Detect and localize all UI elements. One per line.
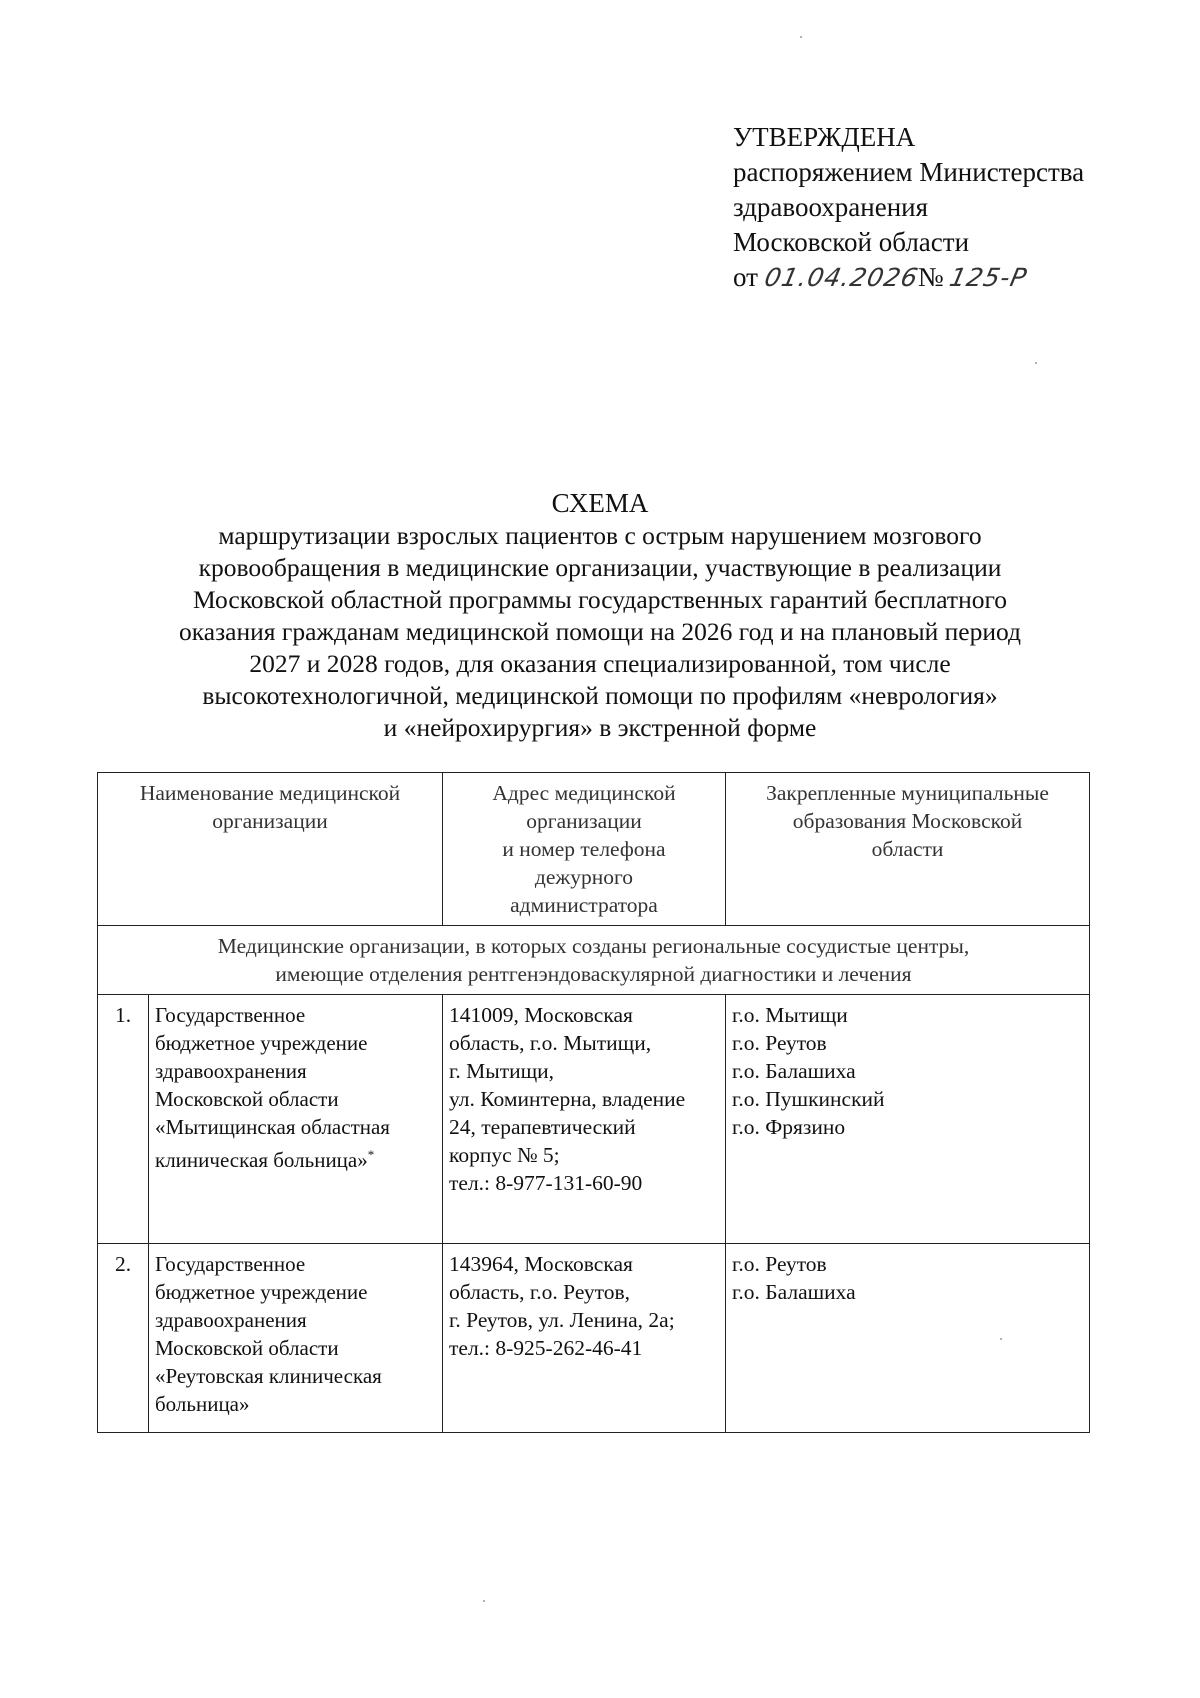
table-row [98,1244,1090,1433]
section-row [98,926,1090,995]
subtitle-line: маршрутизации взрослых пациентов с острым нарушением мозгового [218,521,982,550]
document-heading [100,486,1100,744]
document-title: СХЕМА [551,488,649,518]
approval-stamp [733,120,1084,295]
header-districts: Закрепленные муниципальные образования Московской области [726,773,1090,926]
header-address: Адрес медицинской организации и номер телефона дежурного администратора [443,773,726,926]
table-row [98,995,1090,1244]
org-name: Государственное бюджетное учреждение здравоохранения Московской области «Реутовская клиническая больница» [149,1244,443,1433]
handwritten-date: 01.04.2026 [761,263,921,292]
header-name: Наименование медицинской организации [98,773,443,926]
assigned-districts: г.о. Реутов г.о. Балашиха [726,1244,1090,1433]
subtitle-line: кровообращения в медицинские организации, участвующие в реализации [198,553,1002,582]
handwritten-number: 125-Р [947,263,1031,292]
scan-speck [483,1600,485,1602]
org-address: 143964, Московская область, г.о. Реутов, г. Реутов, ул. Ленина, 2а; тел.: 8-925-262-46-41 [443,1244,726,1433]
number-prefix: № [917,262,944,292]
approval-status: УТВЕРЖДЕНА [733,122,916,152]
subtitle-line: высокотехнологичной, медицинской помощи по профилям «неврология» [202,681,998,710]
assigned-districts: г.о. Мытищи г.о. Реутов г.о. Балашиха г.о. Пушкинский г.о. Фрязино [726,995,1090,1244]
subtitle-line: Московской областной программы государственных гарантий бесплатного [192,585,1008,614]
routing-table [97,772,1090,1433]
scan-speck [1035,362,1037,364]
table-header-row [98,773,1090,926]
row-number: 2. [98,1244,149,1433]
approval-line: здравоохранения [733,192,929,222]
approval-date-line [733,260,1084,295]
footnote-mark: * [367,1147,375,1162]
subtitle-line: и «нейрохирургия» в экстренной форме [383,713,817,742]
org-address: 141009, Московская область, г.о. Мытищи, г. Мытищи, ул. Коминтерна, владение 24, терапевтический корпус № 5; тел.: 8-977-131-60-90 [443,995,726,1244]
section-title: Медицинские организации, в которых созданы региональные сосудистые центры, имеющие отделения рентгенэндоваскулярной диагностики и лечения [98,926,1090,995]
subtitle-line: оказания гражданам медицинской помощи на 2026 год и на плановый период [179,617,1021,646]
date-prefix: от [733,262,758,292]
approval-line: распоряжением Министерства [733,157,1085,187]
scan-speck [800,36,802,38]
org-name: Государственное бюджетное учреждение здравоохранения Московской области «Мытищинская областная клиническая больница»* [149,995,443,1244]
subtitle-line: 2027 и 2028 годов, для оказания специализированной, том числе [249,649,951,678]
row-number: 1. [98,995,149,1244]
approval-line: Московской области [733,227,970,257]
